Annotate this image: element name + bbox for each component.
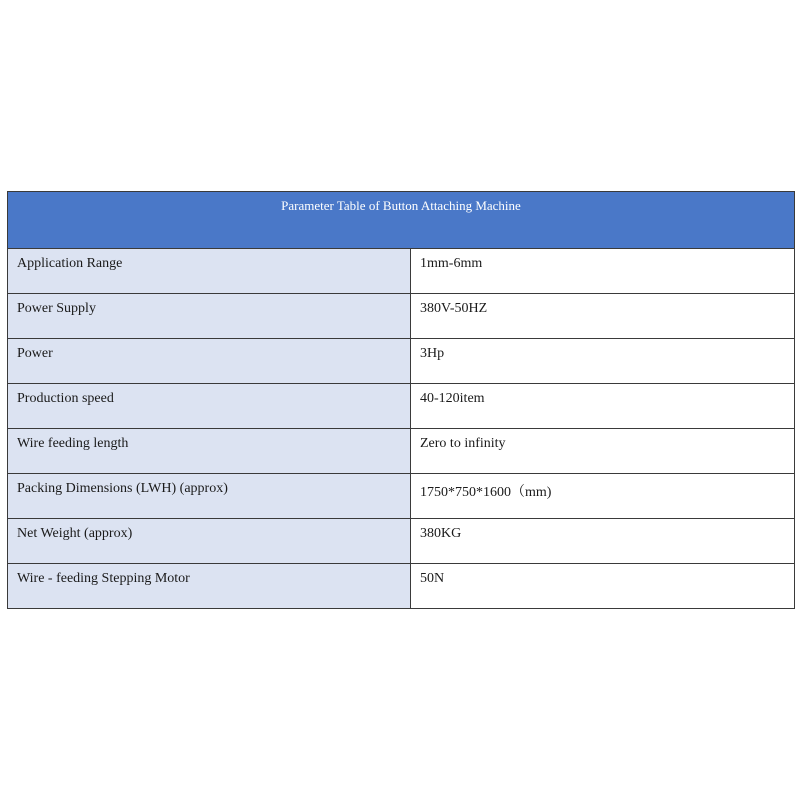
- row-label: Wire feeding length: [8, 429, 411, 474]
- table-row: [8, 339, 795, 384]
- table-row: [8, 564, 795, 609]
- table-title: Parameter Table of Button Attaching Machine: [8, 192, 795, 249]
- parameter-table: [7, 191, 795, 609]
- row-label: Packing Dimensions (LWH) (approx): [8, 474, 411, 519]
- row-value: 3Hp: [411, 339, 795, 384]
- row-label: Application Range: [8, 249, 411, 294]
- row-value: 40-120item: [411, 384, 795, 429]
- table-header-row: [8, 192, 795, 249]
- row-label: Power Supply: [8, 294, 411, 339]
- table-row: [8, 249, 795, 294]
- table-row: [8, 474, 795, 519]
- row-value: 1mm-6mm: [411, 249, 795, 294]
- row-label: Power: [8, 339, 411, 384]
- table-row: [8, 294, 795, 339]
- row-label: Net Weight (approx): [8, 519, 411, 564]
- row-value: 380V-50HZ: [411, 294, 795, 339]
- row-value: Zero to infinity: [411, 429, 795, 474]
- table-row: [8, 429, 795, 474]
- row-value: 1750*750*1600（mm): [411, 474, 795, 519]
- table-row: [8, 384, 795, 429]
- row-label: Production speed: [8, 384, 411, 429]
- row-value: 380KG: [411, 519, 795, 564]
- table-row: [8, 519, 795, 564]
- row-label: Wire - feeding Stepping Motor: [8, 564, 411, 609]
- row-value: 50N: [411, 564, 795, 609]
